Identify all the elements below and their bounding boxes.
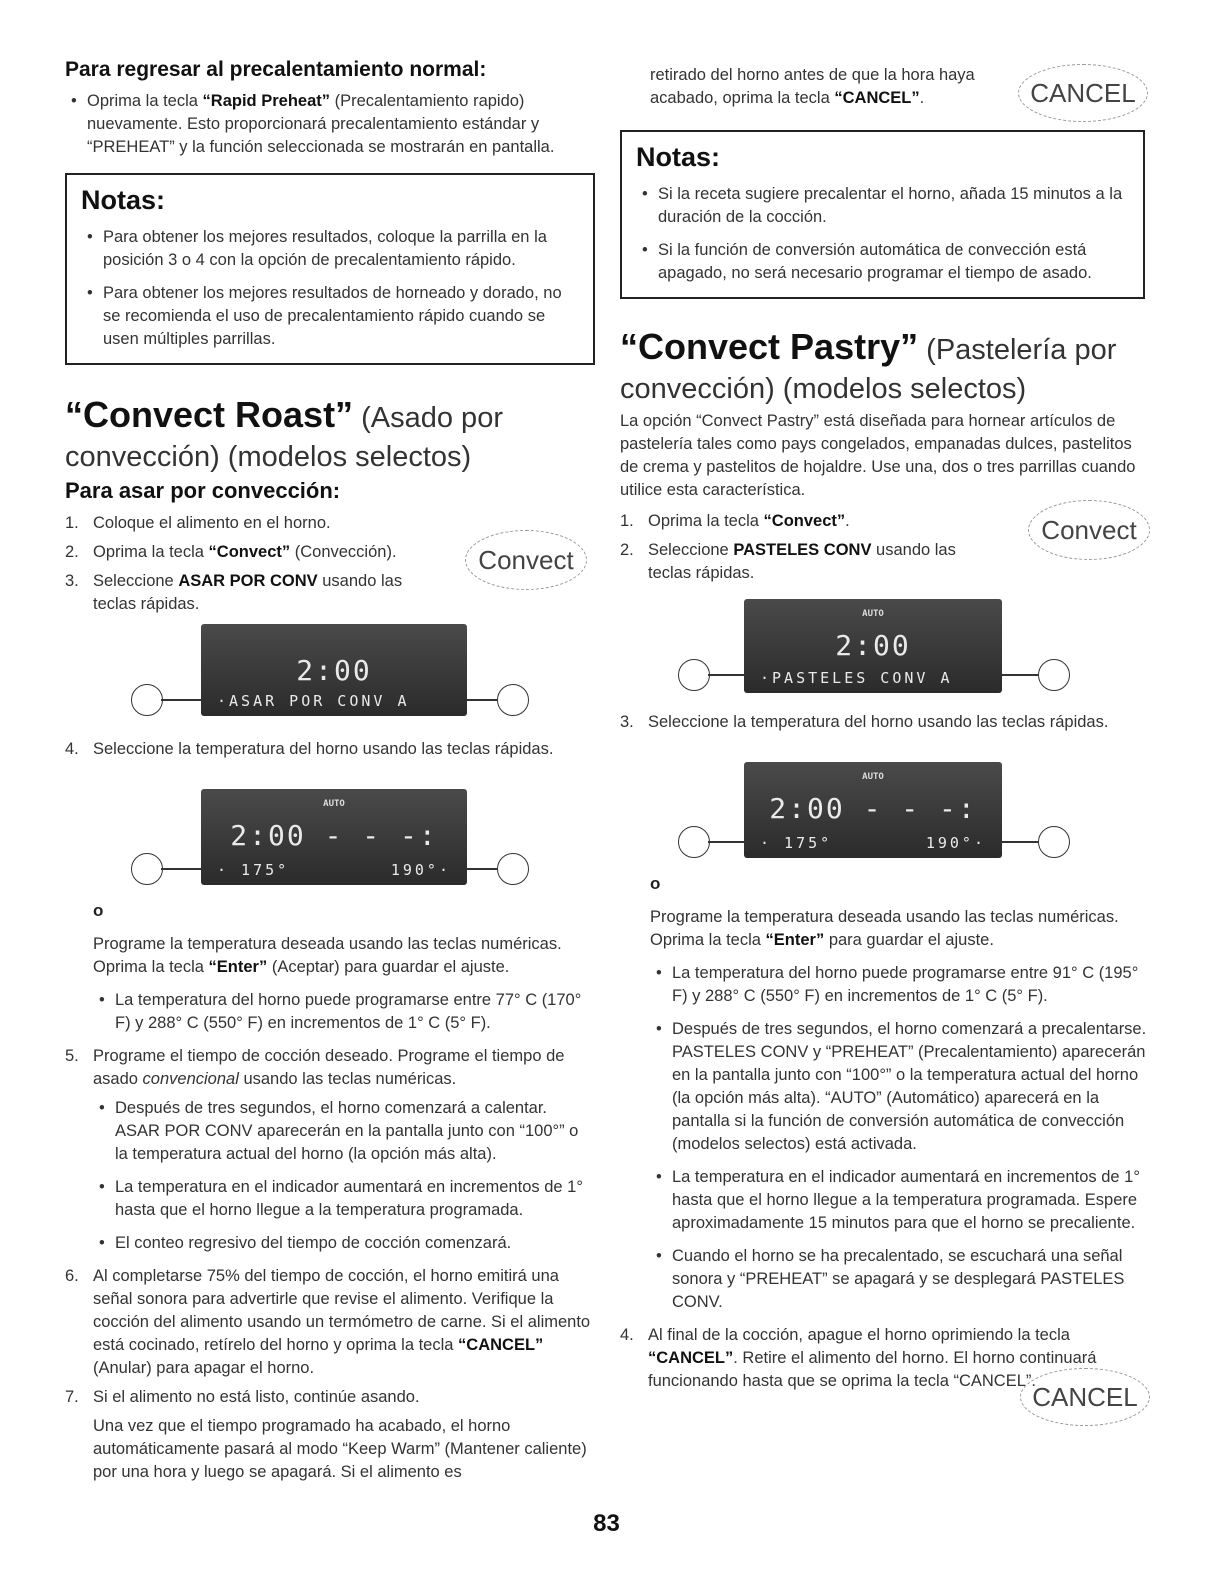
step-2: 2. Seleccione PASTELES CONV usando las teclas rápidas. bbox=[620, 541, 956, 582]
notes-box-2 bbox=[620, 130, 1145, 299]
right-knob-icon bbox=[497, 853, 529, 885]
program-temp-text: Programe la temperatura deseada usando las teclas numéricas. bbox=[650, 908, 1119, 926]
oven-display-1 bbox=[65, 624, 595, 724]
oven-display-3 bbox=[620, 599, 1150, 697]
step-4: 4. Al final de la cocción, apague el horno oprimiendo la tecla “CANCEL”. Retire el alimento del horno. El horno continuará funcionando hasta que se oprima la tecla “CANCEL”. bbox=[620, 1326, 1097, 1390]
convect-roast-heading: “Convect Roast” (Asado por convección) (modelos selectos) bbox=[65, 394, 503, 473]
program-temp-text: Programe la temperatura deseada usando las teclas numéricas. bbox=[93, 935, 562, 953]
note-item: • Si la función de conversión automática de convección está apagado, no será necesario programar el tiempo de asado. bbox=[636, 239, 1129, 285]
step-7: 7. Si el alimento no está listo, continúe asando. bbox=[65, 1388, 420, 1406]
step-3: 3. Seleccione ASAR POR CONV usando las teclas rápidas. bbox=[65, 572, 403, 613]
cancel-continuation: retirado del horno antes de que la hora haya acabado, oprima la tecla “CANCEL”. CANCEL bbox=[620, 64, 1150, 110]
roast-steps-1-3 bbox=[65, 512, 595, 616]
right-knob-icon bbox=[1038, 826, 1070, 858]
page-number: 83 bbox=[593, 1510, 620, 1537]
step-5-bullet: • Después de tres segundos, el horno comenzará a calentar. ASAR POR CONV aparecerán en la pantalla junto con “100°” o la temperatura actual del horno (la opción más alta). bbox=[93, 1097, 595, 1166]
pastry-bullet: • La temperatura del horno puede programarse entre 91° C (195° F) y 288° C (550° F) en incrementos de 1° C (5° F). bbox=[650, 962, 1150, 1008]
pastry-bullet: • La temperatura en el indicador aumentará en incrementos de 1° hasta que el horno llegue a la temperatura programada. Espere aproximadamente 15 minutos para que el horno se precaliente. bbox=[650, 1166, 1150, 1235]
left-knob-icon bbox=[678, 826, 710, 858]
cancel-key[interactable]: CANCEL bbox=[1020, 1368, 1150, 1426]
right-column bbox=[620, 64, 1150, 1412]
step-4-wrap bbox=[620, 1324, 1150, 1412]
step-4: 4. Seleccione la temperatura del horno usando las teclas rápidas. bbox=[65, 740, 554, 758]
step-6: 6. Al completarse 75% del tiempo de cocción, el horno emitirá una señal sonora para advertirle que revise el alimento. Verifique la cocción del alimento usando un termómetro de carne. Si el alimento está cocinado, retírelo del horno y oprima la tecla “CANCEL” (Anular) para apagar el horno. bbox=[65, 1267, 591, 1377]
step-5-bullet: • El conteo regresivo del tiempo de cocción comenzará. bbox=[93, 1232, 595, 1255]
display-screen: AUTO 2:00 - - -: · 175° 190°· bbox=[201, 789, 467, 885]
note-item: • Para obtener los mejores resultados, coloque la parrilla en la posición 3 o 4 con la opción de precalentamiento rápido. bbox=[81, 226, 579, 272]
keep-warm-paragraph: Una vez que el tiempo programado ha acabado, el horno automáticamente pasará al modo “Keep Warm” (Mantener caliente) por una hora y luego se apagará. Si el alimento es bbox=[93, 1417, 587, 1481]
pastry-bullet: • Después de tres segundos, el horno comenzará a precalentarse. PASTELES CONV y “PREHEAT” (Precalentamiento) aparecerán en la pantalla junto con “100°” o la temperatura actual del horno (la opción más alta). “AUTO” (Automático) aparecerá en la pantalla si la función de conversión automática de convección (modelos selectos) está activada. bbox=[650, 1018, 1150, 1156]
pastry-steps-1-2 bbox=[620, 510, 1150, 585]
convect-pastry-heading: “Convect Pastry” (Pastelería por convección) (modelos selectos) bbox=[620, 326, 1117, 405]
section-title-rapid-preheat: Para regresar al precalentamiento normal: bbox=[65, 58, 487, 81]
roast-subhead: Para asar por convección: bbox=[65, 478, 341, 503]
step-2: 2. Oprima la tecla “Convect” (Convección). bbox=[65, 543, 397, 561]
notes-title: Notas: bbox=[81, 185, 166, 215]
display-screen: 2:00 ·ASAR POR CONV A bbox=[201, 624, 467, 716]
step-5-bullet: • La temperatura en el indicador aumentará en incrementos de 1° hasta que el horno llegue a la temperatura programada. bbox=[93, 1176, 595, 1222]
convect-key[interactable]: Convect bbox=[465, 530, 587, 590]
or-label: o bbox=[93, 901, 104, 920]
convect-key[interactable]: Convect bbox=[1028, 500, 1150, 560]
or-label: o bbox=[650, 874, 661, 893]
notes-title: Notas: bbox=[636, 142, 721, 172]
left-knob-icon bbox=[678, 659, 710, 691]
step-1: 1. Coloque el alimento en el horno. bbox=[65, 514, 331, 532]
step-1: 1. Oprima la tecla “Convect”. bbox=[620, 512, 850, 530]
left-knob-icon bbox=[131, 684, 163, 716]
display-screen: AUTO 2:00 - - -: · 175° 190°· bbox=[744, 762, 1002, 858]
step-3: 3. Seleccione la temperatura del horno usando las teclas rápidas. bbox=[620, 713, 1109, 731]
note-item: • Para obtener los mejores resultados de horneado y dorado, no se recomienda el uso de precalentamiento rápido cuando se usen múltiples parrillas. bbox=[81, 282, 579, 351]
cancel-key[interactable]: CANCEL bbox=[1018, 64, 1148, 122]
rapid-preheat-bullet: • Oprima la tecla “Rapid Preheat” (Precalentamiento rapido) nuevamente. Esto proporcionará precalentamiento estándar y “PREHEAT” y la función seleccionada se mostrarán en pantalla. bbox=[65, 90, 595, 159]
notes-box-1 bbox=[65, 173, 595, 365]
enter-text: Oprima la tecla “Enter” para guardar el ajuste. bbox=[650, 931, 994, 949]
pastry-intro: La opción “Convect Pastry” está diseñada para hornear artículos de pastelería tales como pays congelados, empanadas dulces, pastelitos de crema y pastelitos de hojaldre. Use una, dos o tres parrillas cuando utilice esta característica. bbox=[620, 412, 1136, 499]
note-item: • Si la receta sugiere precalentar el horno, añada 15 minutos a la duración de la cocción. bbox=[636, 183, 1129, 229]
right-knob-icon bbox=[497, 684, 529, 716]
oven-display-2 bbox=[65, 789, 595, 889]
step-5: 5. Programe el tiempo de cocción deseado. Programe el tiempo de asado convencional usando las teclas numéricas. bbox=[65, 1047, 565, 1088]
pastry-bullet: • Cuando el horno se ha precalentado, se escuchará una señal sonora y “PREHEAT” se apagará y se desplegará PASTELES CONV. bbox=[650, 1245, 1150, 1314]
left-column bbox=[65, 58, 595, 1484]
temp-range-bullet: • La temperatura del horno puede programarse entre 77° C (170° F) y 288° C (550° F) en incrementos de 1° C (5° F). bbox=[93, 989, 595, 1035]
enter-text: Oprima la tecla “Enter” (Aceptar) para guardar el ajuste. bbox=[93, 958, 510, 976]
display-screen: AUTO 2:00 ·PASTELES CONV A bbox=[744, 599, 1002, 693]
oven-display-4 bbox=[620, 762, 1150, 862]
right-knob-icon bbox=[1038, 659, 1070, 691]
left-knob-icon bbox=[131, 853, 163, 885]
